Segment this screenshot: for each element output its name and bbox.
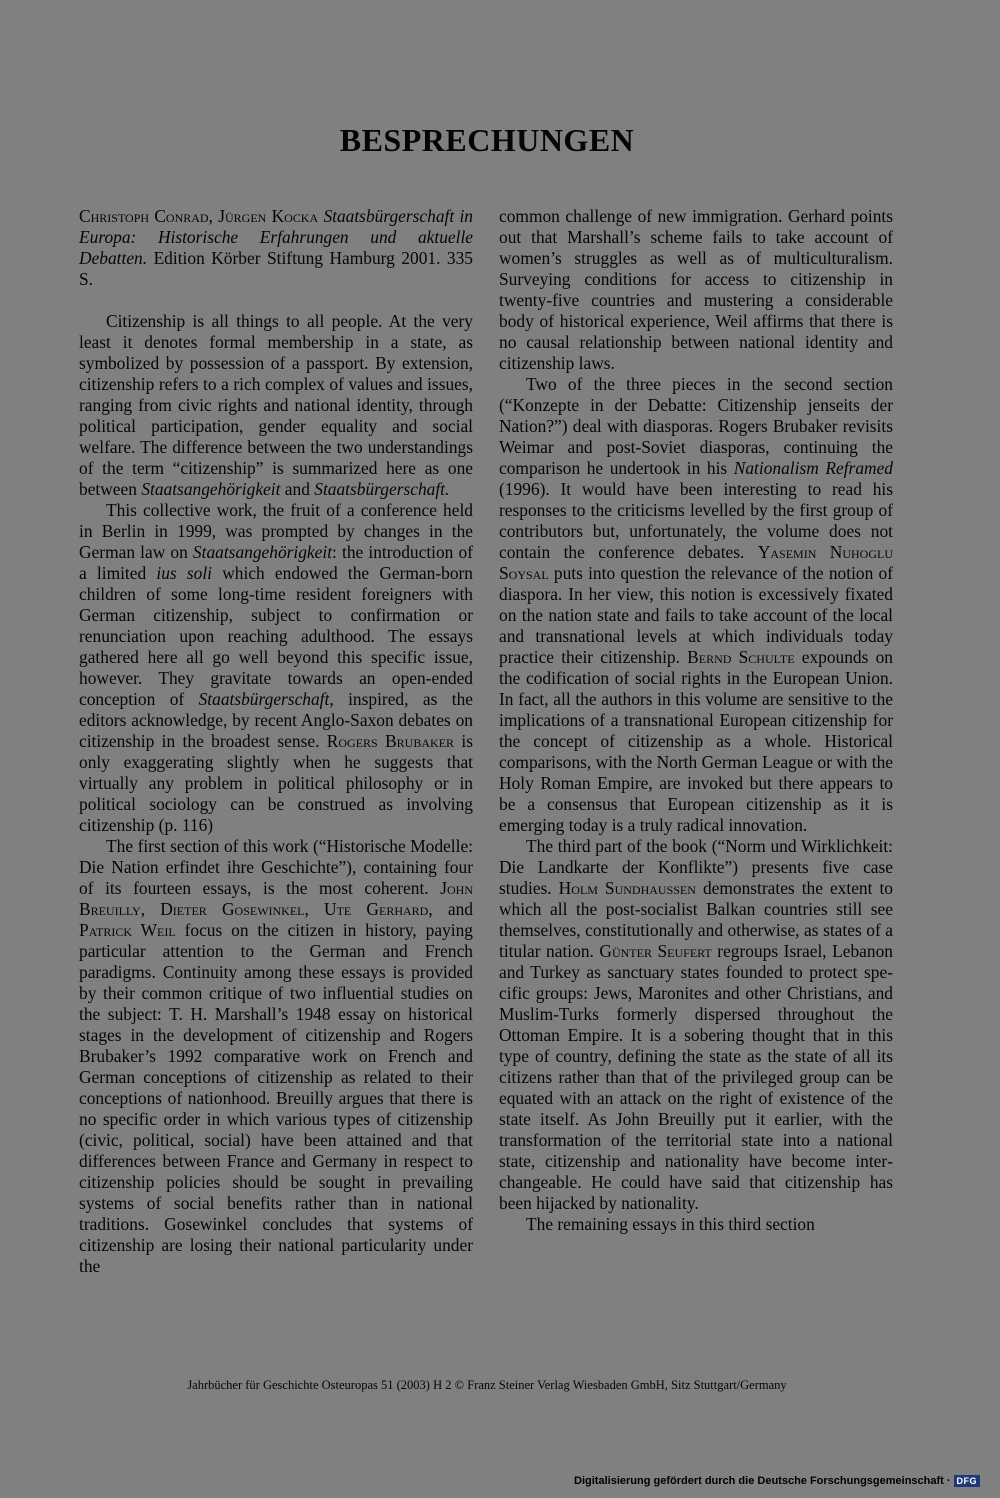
italic-term: Staatsangehörigkeit xyxy=(192,542,333,562)
digitization-note: Digitalisierung gefördert durch die Deutsche Forschungsgemeinschaft · DFG xyxy=(574,1475,980,1487)
page-heading: BESPRECHUNGEN xyxy=(339,122,635,158)
author-name: John Breuilly, Dieter Gosewinkel, Ute Gerhard, xyxy=(79,878,473,919)
paragraph: The remaining essays in this third section xyxy=(526,1214,815,1234)
author-name: Rogers Brubaker xyxy=(326,731,455,751)
author-name: Holm Sundhaussen xyxy=(558,878,696,898)
author-name: Bernd Schulte xyxy=(687,647,795,667)
paragraph: common challenge of new immigration. Gerhard points out that Marshall’s scheme fails to take account of women’s struggles as well as of multiculturalism. Surveying conditions for access to citizenship in twenty-five countries and mustering a considerable body of historical experience, Weil affirms that there is no causal relationship between national identity and citizenship laws. xyxy=(499,206,893,373)
paragraph-text: is only exaggerating slightly when he suggests that virtually any problem in political philosophy or in political sociology can be construed as involving citizenship (p. 116) xyxy=(79,731,473,835)
paragraph-text: Two of the three pieces in the second section (“Konzepte in der Debatte: Citizenship jenseits der Nation?”) deal with diasporas. Rogers Brubaker revisits Weimar and post-Soviet diasporas, continuing the comparison he undertook in his xyxy=(499,374,893,478)
italic-term: ius soli xyxy=(156,563,213,583)
italic-term: Staatsbürgerschaft xyxy=(198,689,330,709)
paragraph-text: , inspired, as the editors acknowledge, by recent Anglo-Saxon debates on citizenship in the broadest sense. xyxy=(79,689,473,751)
dfg-logo: DFG xyxy=(954,1475,981,1487)
paragraph-text: and xyxy=(447,899,473,919)
author-name: Günter Seufert xyxy=(599,941,712,961)
paragraph xyxy=(499,836,893,1214)
italic-term: Staatsangehörigkeit xyxy=(141,479,281,499)
author-name: Yasemin Nuhoglu Soysal xyxy=(499,542,893,583)
italic-title: Nationalism Reframed xyxy=(733,458,893,478)
paragraph-text: The first section of this work (“Historische Modelle: Die Nation erfindet ihre Geschichte”), containing four of its fourteen essays, is the most coherent. xyxy=(79,836,473,898)
right-column xyxy=(499,206,893,1235)
review-publisher: Edition Körber Stiftung Hamburg 2001. 335 S. xyxy=(79,248,473,289)
paragraph-text: focus on the citizen in history, paying particular attention to the German and French paradigms. Continuity among these essays is provided by their common critique of two influential studies on the subject: T. H. Marshall’s 1948 essay on historical stages in the development of citizenship and Rogers Brubaker’s 1992 comparative work on French and German conceptions of citizenship as related to their conceptions of nationhood. Breuilly argues that there is no specific order in which various types of citizenship (civic, political, social) have been attained and that differences between France and Germany in respect to citizenship policies should be sought in prevailing systems of social benefits rather than in national traditions. Gosewinkel concludes that systems of citizenship are losing their national particularity under the xyxy=(79,920,473,1276)
digitization-text: Digitalisierung gefördert durch die Deutsche Forschungsgemeinschaft xyxy=(574,1475,944,1487)
paragraph xyxy=(79,500,473,836)
left-column xyxy=(79,206,473,1277)
italic-term: Staatsbürgerschaft. xyxy=(314,479,450,499)
paragraph-text: regroups Israel, Lebanon and Turkey as sanctuary states founded to protect specific groups: Jews, Maronites and other Christians, and Muslim-Turks formerly dispersed throughout the Ottoman Empire. It is a sobering thought that in this type of country, defining the state as the state of all its citizens rather than that of the privileged group can be equated with an attack on the right of existence of the state itself. As John Breuilly put it earlier, with the transformation of the territorial state into a national state, citizenship and nationality have become interchangeable. He could have said that citizenship has been hijacked by nationality. xyxy=(499,941,893,1213)
paragraph-text: Citizenship is all things to all people. At the very least it denotes formal membership in a state, as symbolized by possession of a passport. By extension, citizenship refers to a rich complex of values and issues, ranging from civic rights and national identity, through political participation, gender equality and social welfare. The difference between the two understandings of the term “citizenship” is summarized here as one between xyxy=(79,311,473,499)
paragraph-text: demonstrates the extent to which all the post-socialist Balkan countries still see themselves, constitutionally and otherwise, as states of a titular nation. xyxy=(499,878,893,961)
paragraph xyxy=(79,836,473,1277)
paragraph-text: and xyxy=(284,479,310,499)
review-title: Staatsbürgerschaft in Europa: Historische Erfahrungen und aktuelle Debatten. xyxy=(79,206,473,268)
paragraph-text: (1996). It would have been interesting to read his responses to the criticisms levelled by the first group of contributors but, unfortunately, the volume does not contain the conference debates. xyxy=(499,479,893,562)
review-authors: Christoph Conrad, Jürgen Kocka xyxy=(79,206,319,226)
author-name: Patrick Weil xyxy=(79,920,176,940)
review-citation xyxy=(79,206,473,290)
paragraph-text: puts into question the relevance of the notion of diaspora. In her view, this notion is excessively fixated on the nation state and fails to take account of the local and transnational levels at which individuals today practice their citizenship. xyxy=(499,563,893,667)
paragraph-text: : the introduction of a limited xyxy=(79,542,473,583)
page-footer: Jahrbücher für Geschichte Osteuropas 51 (2003) H 2 © Franz Steiner Verlag Wiesbaden GmbH, Sitz Stuttgart/Germany xyxy=(187,1378,787,1392)
paragraph xyxy=(499,374,893,836)
paragraph-text: which endowed the German-born children of some long-time resident foreigners with German citizenship, subject to confirmation or renunciation upon reaching adulthood. The essays gathered here all go well beyond this specific issue, however. They gravitate towards an open-ended conception of xyxy=(79,563,473,709)
paragraph-text: expounds on the codification of social rights in the European Union. In fact, all the authors in this volume are sensitive to the implications of a transnational European citizenship for the concept of citizenship as a whole. Historical comparisons, with the North German League or with the Holy Roman Empire, are invoked but there appears to be a consensus that European citizenship as it is emerging today is a truly radical innovation. xyxy=(499,647,893,835)
paragraph-text: The third part of the book (“Norm und Wirklichkeit: Die Landkarte der Konflikte”) presents five case studies. xyxy=(499,836,893,898)
paragraph-text: This collective work, the fruit of a conference held in Berlin in 1999, was prompted by changes in the German law on xyxy=(79,500,473,562)
paragraph xyxy=(79,311,473,500)
